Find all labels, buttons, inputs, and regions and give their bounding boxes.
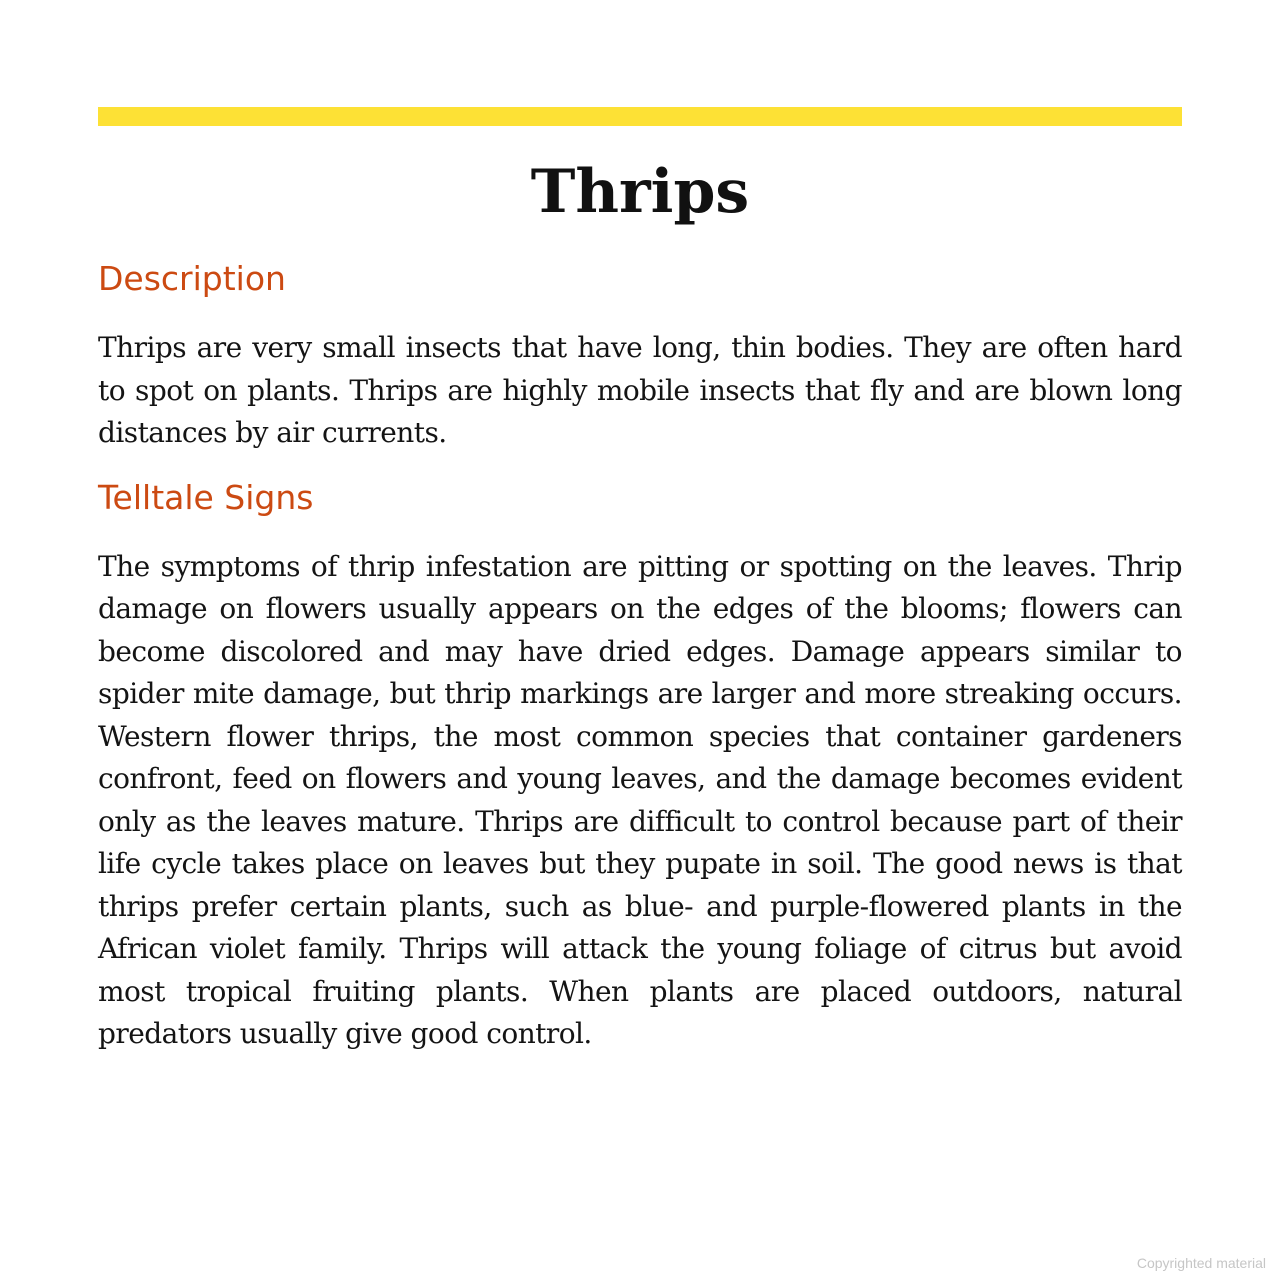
section-text-telltale-signs: The symptoms of thrip infestation are pitting or spotting on the leaves. Thrip damage on flowers usually appears on the edges of the blooms; flowers can become discolored and may have dried edges. Damage appears similar to spider mite damage, but thrip markings are larger and more streaking occurs. Western flower thrips, the most common species that container gardeners confront, feed on flowers and young leaves, and the damage becomes evident only as the leaves mature. Thrips are difficult to control because part of their life cycle takes place on leaves but they pupate in soil. The good news is that thrips prefer certain plants, such as blue- and purple-flowered plants in the African violet family. Thrips will attack the young foliage of citrus but avoid most tropical fruiting plants. When plants are placed outdoors, natural predators usually give good control. [98,549,1182,1050]
section-heading-telltale-signs: Telltale Signs [98,477,314,517]
section-heading-description: Description [98,259,286,298]
copyright-watermark: Copyrighted material [1136,1255,1266,1271]
section-text-description: Thrips are very small insects that have long, thin bodies. They are often hard to spot on plants. Thrips are highly mobile insects that fly and are blown long distances by air currents. [98,331,1182,449]
page-content [98,107,1182,1056]
page-title: Thrips [530,157,750,227]
accent-bar [98,107,1182,126]
